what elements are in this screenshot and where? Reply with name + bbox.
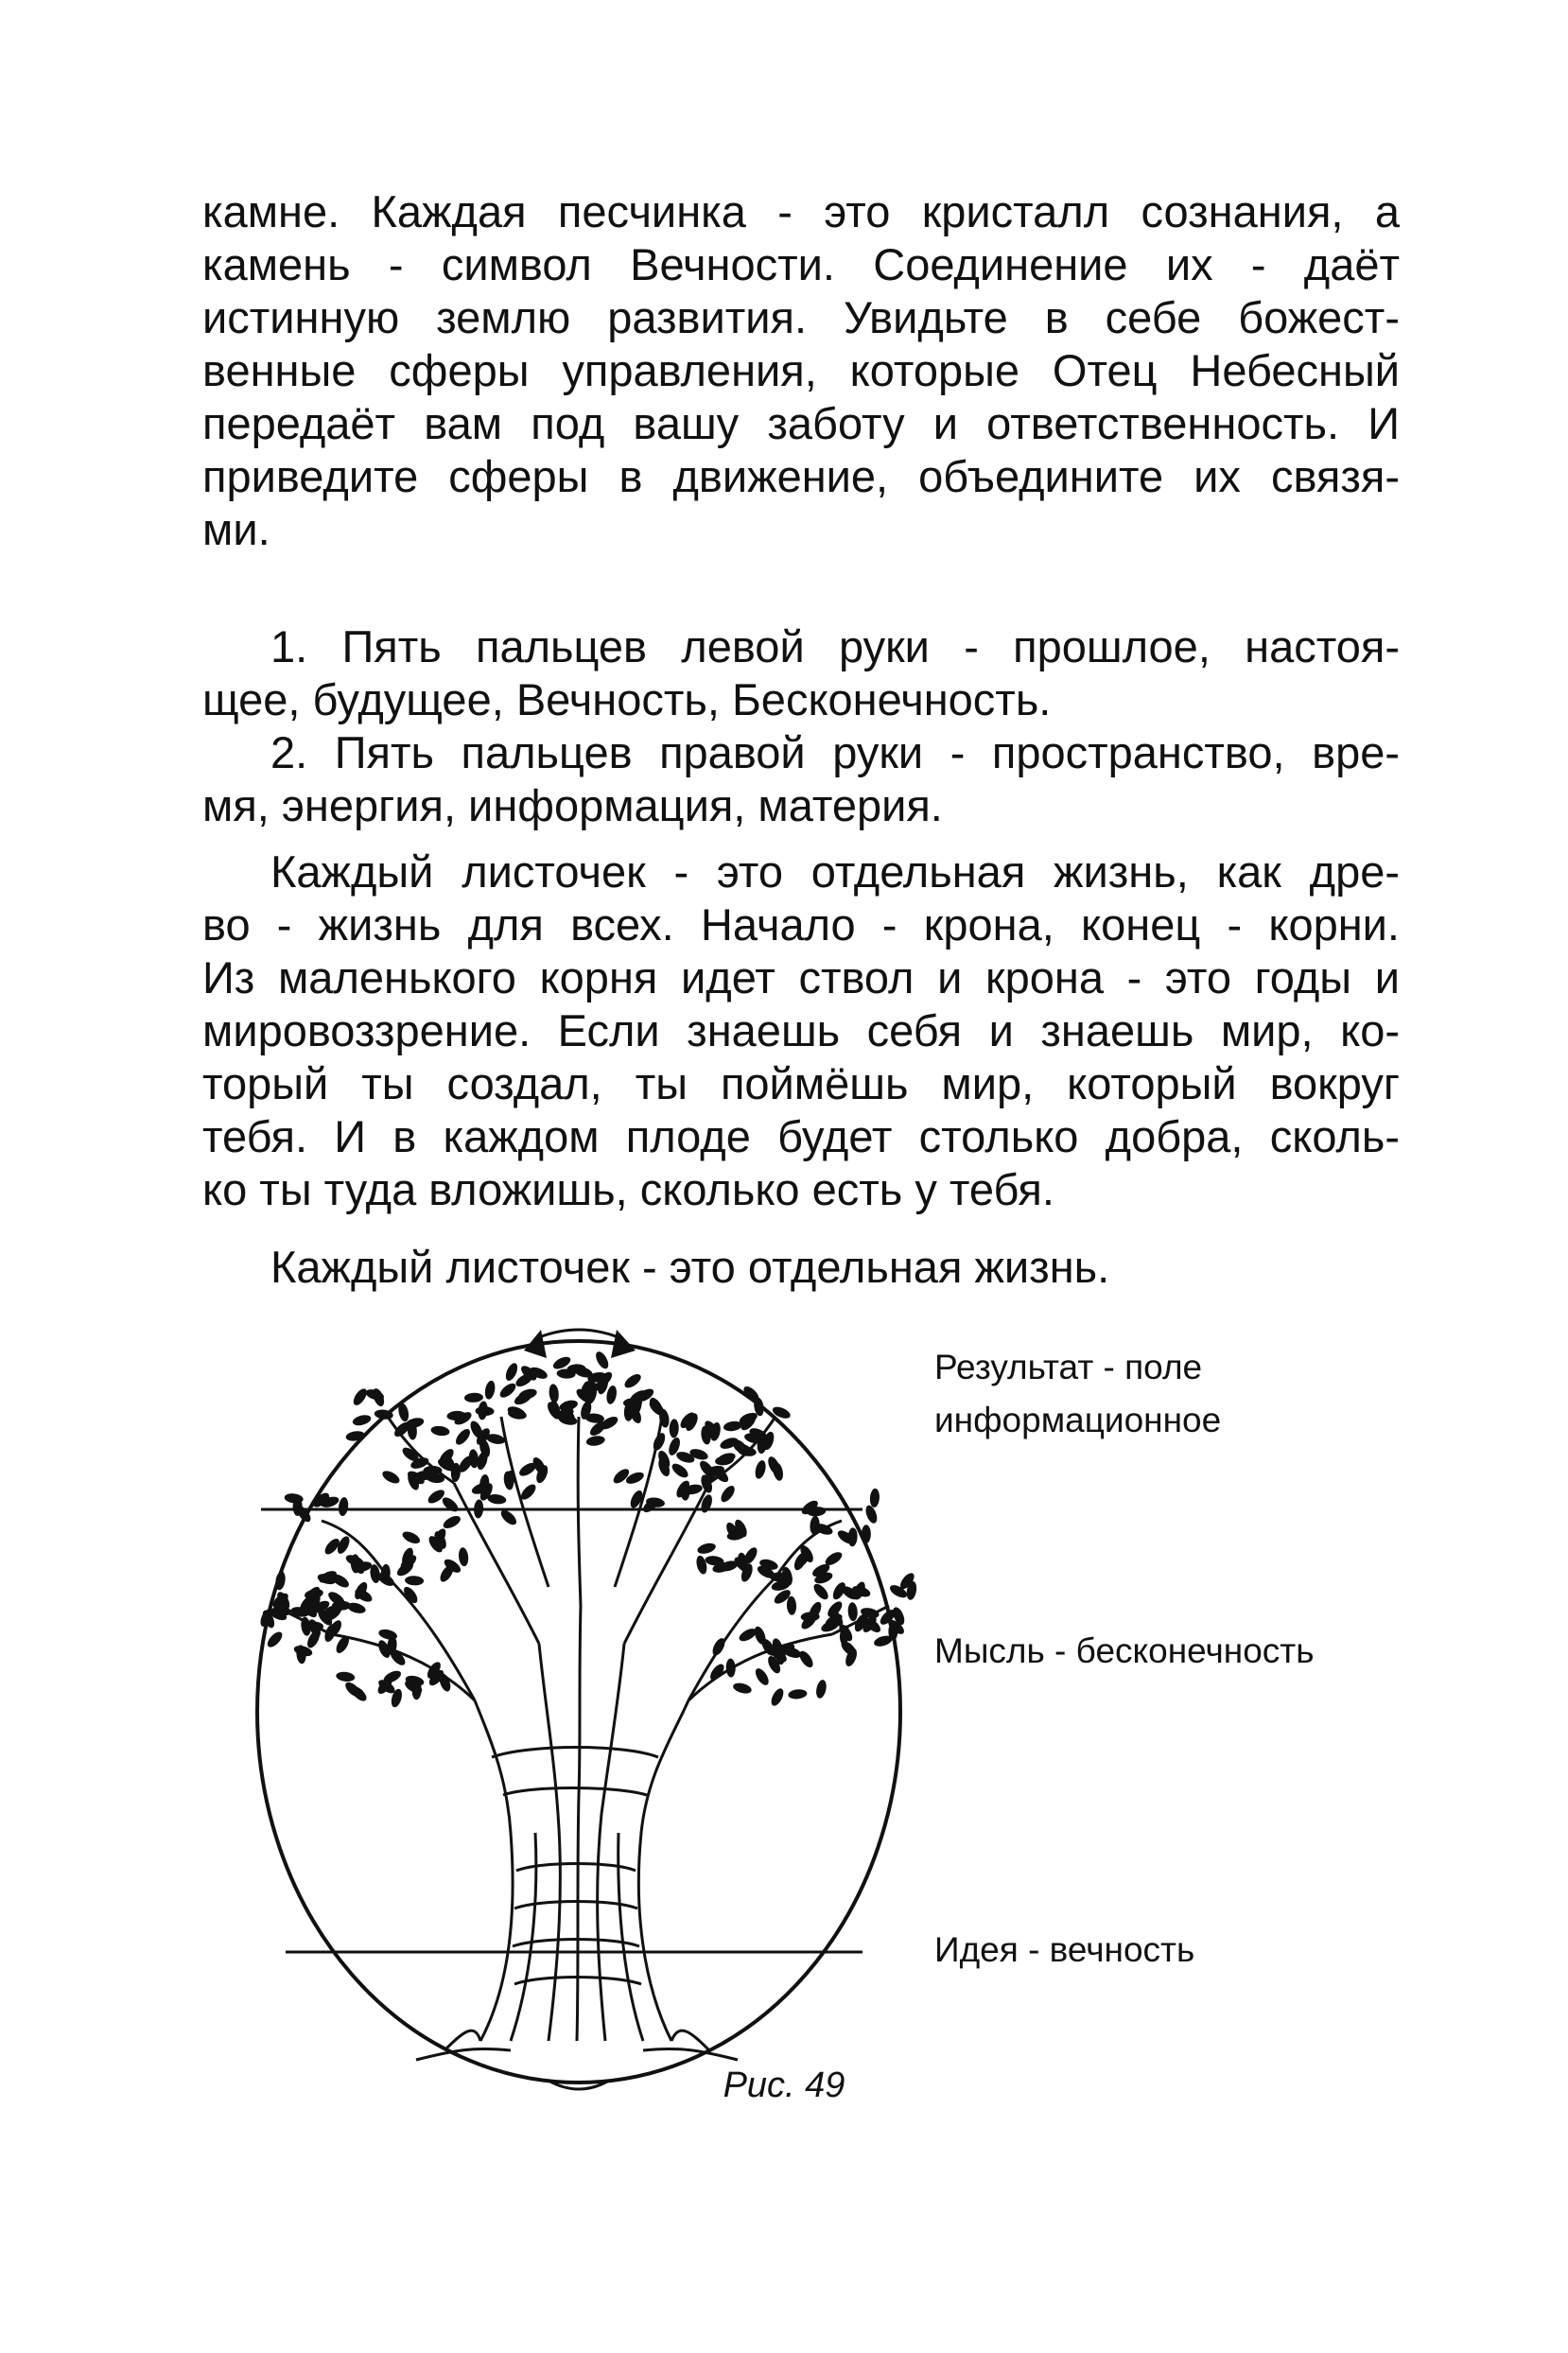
- tree-trunk: [416, 1606, 738, 2060]
- list-item-2: 2. Пять пальцев правой руки - пространство, вре-: [270, 727, 1400, 777]
- intro-line: передаёт вам под вашу заботу и ответственность. И: [202, 398, 1400, 448]
- leaf-icon: [847, 1602, 858, 1622]
- leaf-icon: [669, 1419, 679, 1438]
- leaf-icon: [753, 1666, 771, 1687]
- numbered-list: [202, 620, 1400, 832]
- leaf-icon: [651, 1431, 668, 1452]
- intro-line: камень - символ Вечности. Соединение их - даёт: [202, 239, 1400, 289]
- list-item-1-cont: щее, будущее, Вечность, Бесконечность.: [202, 674, 1052, 724]
- leaf-icon: [503, 1361, 519, 1382]
- leaf-icon: [788, 1688, 808, 1699]
- leaf-icon: [725, 1658, 736, 1677]
- leaf-icon: [293, 1497, 303, 1516]
- leaf-icon: [811, 1581, 831, 1602]
- intro-line: ми.: [202, 504, 270, 554]
- leaf-icon: [719, 1484, 738, 1505]
- intro-line: приведите сферы в движение, объедините их связя-: [202, 451, 1400, 501]
- leaf-icon: [453, 1426, 473, 1447]
- leaf-icon: [497, 1381, 518, 1401]
- leaf-icon: [430, 1425, 450, 1438]
- leaf-icon: [696, 1542, 717, 1556]
- para-line: мировоззрение. Если знаешь себя и знаешь мир, ко-: [202, 1005, 1400, 1055]
- leaf-icon: [605, 1385, 618, 1405]
- leaf-icon: [440, 1495, 461, 1515]
- intro-line: камне. Каждая песчинка - это кристалл сознания, а: [202, 186, 1400, 236]
- leaf-icon: [732, 1682, 753, 1696]
- leaf-icon: [862, 1525, 871, 1543]
- intro-line: истинную землю развития. Увидьте в себе божест-: [202, 292, 1400, 342]
- figure-caption: Рис. 49: [723, 2065, 845, 2105]
- leaf-icon: [593, 1350, 610, 1370]
- leaf-icon: [549, 1384, 560, 1403]
- leaf-icon: [442, 1513, 462, 1530]
- para-line: ко ты туда вложишь, сколько есть у тебя.: [202, 1164, 1054, 1214]
- leaf-icon: [338, 1497, 349, 1517]
- label-result-line1: Результат - поле: [934, 1348, 1203, 1386]
- leaf-icon: [336, 1671, 356, 1682]
- closing-line: Каждый листочек - это отдельная жизнь.: [270, 1242, 1110, 1292]
- leaf-icon: [847, 1527, 858, 1546]
- leaf-icon: [405, 1576, 424, 1586]
- leaf-icon: [478, 1401, 489, 1421]
- label-result: [934, 1341, 1221, 1447]
- para-line: во - жизнь для всех. Начало - крона, конец - корни.: [202, 899, 1400, 950]
- leaf-icon: [769, 1686, 786, 1707]
- intro-line: венные сферы управления, которые Отец Небесный: [202, 345, 1400, 395]
- label-idea: Идея - вечность: [934, 1930, 1195, 1969]
- leaf-icon: [622, 1371, 643, 1390]
- leaf-icon: [869, 1489, 880, 1508]
- leaf-icon: [863, 1504, 880, 1525]
- leaf-icon: [458, 1547, 469, 1567]
- closing-sentence: [202, 1241, 1400, 1294]
- leaf-paragraph: [202, 845, 1400, 1216]
- list-item-1: 1. Пять пальцев левой руки - прошлое, настоя-: [270, 621, 1400, 671]
- para-line: торый ты создал, ты поймёшь мир, который вокруг: [202, 1058, 1400, 1108]
- leaf-icon: [786, 1595, 796, 1614]
- para-line: тебя. И в каждом плоде будет столько добра, сколь-: [202, 1111, 1400, 1161]
- leaf-icon: [380, 1469, 401, 1486]
- para-line: Из маленького корня идет ствол и крона - это годы и: [202, 952, 1400, 1002]
- leaf-icon: [483, 1380, 497, 1401]
- tree-leaves: [258, 1350, 918, 1708]
- leaf-icon: [814, 1679, 828, 1699]
- para-line: Каждый листочек - это отдельная жизнь, как дре-: [270, 846, 1400, 897]
- list-item-2-cont: мя, энергия, информация, материя.: [202, 780, 943, 830]
- leaf-icon: [265, 1630, 285, 1649]
- label-result-line2: информационное: [934, 1401, 1222, 1439]
- leaf-icon: [585, 1435, 605, 1447]
- leaf-icon: [754, 1459, 768, 1480]
- leaf-icon: [352, 1413, 373, 1427]
- leaf-icon: [401, 1529, 422, 1546]
- leaf-icon: [351, 1386, 369, 1407]
- leaf-icon: [464, 1392, 483, 1403]
- intro-paragraph: [202, 185, 1400, 556]
- top-arrows-icon: [524, 1330, 636, 1358]
- leaf-icon: [473, 1499, 483, 1519]
- label-thought: Мысль - бесконечность: [934, 1631, 1315, 1670]
- leaf-icon: [670, 1461, 690, 1480]
